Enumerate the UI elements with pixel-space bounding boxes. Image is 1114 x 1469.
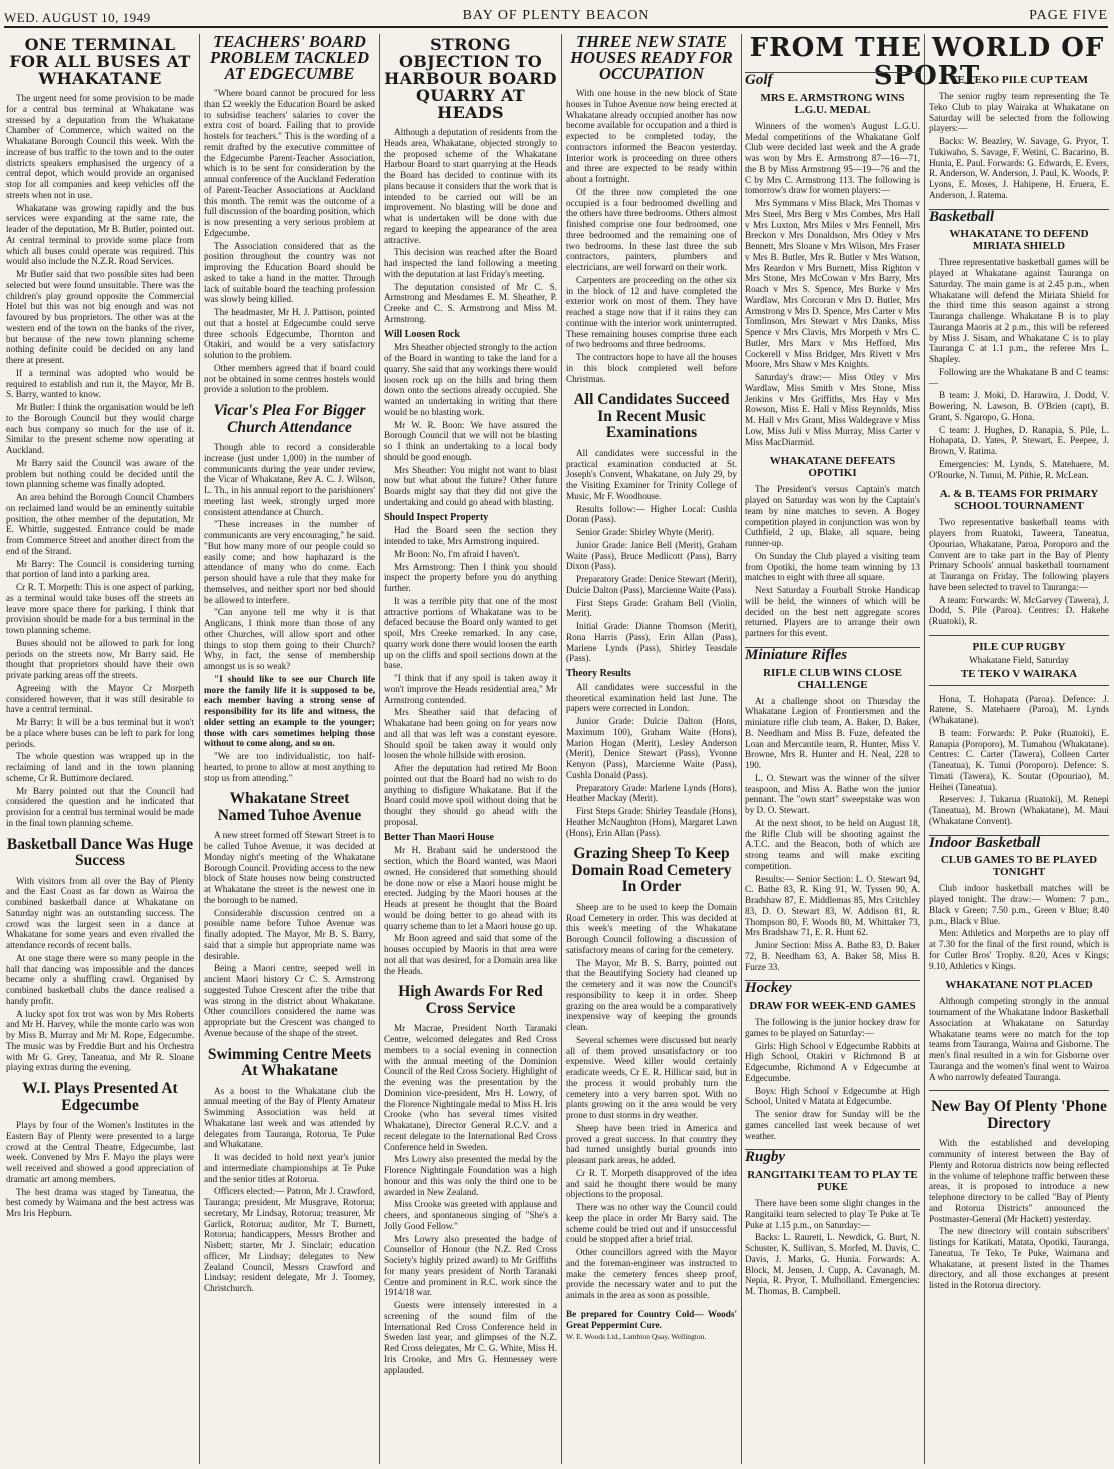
paragraph: All candidates were successful in the theoretical examination held last June. The papers were corrected in London. [566,681,737,714]
column-1 [6,34,194,1464]
paragraph: Mr Macrae, President North Taranaki Centre, welcomed delegates and Red Cross members to a social evening in connection with the annual meeting of the Dominion Council of the Red Cross Society. Highlight of the evening was the presentation by the Dominion vice-president, Mrs H. Lowry, of the Florence Nightingale medal to Miss H. Iris Crooke (who has several times visited Whakatane), Director General R.C.V. and a recent delegate to the International Red Cross Conference held in Sweden. [384,1023,557,1152]
article-rifle-club [745,667,920,973]
paragraph: Other councillors agreed with the Mayor and the foreman-engineer was instructed to make the cemetery fences sheep proof, provide the necessary water and to put the animals in the area as soon as possible. [566,1247,737,1300]
paragraph: B team: Forwards: P. Puke (Ruatoki), E. Ranapia (Poroporo), M. Tumahou (Whakatane). Centres: C. Carter (Tawera), Colleen Carter (Taneatua), K. Tunui (Poroporo). Defence: S. Timati (Tawera), K. Soutar (Opouriao), M. Heihei (Taneatua). [929,727,1109,792]
article-golf-medal [745,92,920,448]
column-4 [566,34,737,1464]
paragraph: The senior draw for Sunday will be the games cancelled last week because of wet weather. [745,1109,920,1141]
headline: RIFLE CLUB WINS CLOSE CHALLENGE [763,666,902,691]
paragraph: Other members agreed that if board could not be obtained in some centres hostels would provide a solution to the problem. [204,362,375,395]
article-body [6,93,194,829]
article-state-houses [566,34,737,384]
paragraph: Cr R. T. Morpeth: This is one aspect of parking, as a terminal would take buses off the streets an leave more space there for parking. I think that provision should be made for a bus terminal in the town planning scheme. [6,582,194,635]
paragraph: Mr Barry pointed out that the Council had considered the question and he indicated that provision for a central bus terminal would be made in the final town planning scheme. [6,785,194,828]
page-number: PAGE FIVE [1029,8,1108,23]
paragraph: Mr H. Brabant said he understood the section, which the Board wanted, was Maori owned. He considered that something should be done now or else a Maori house might be erected. Judging by the Maori houses at the Heads at present he thought that the Board would be doing better to go ahead with its quarry scheme than to let a Maori house go up. [384,845,557,931]
paragraph: It was a terrible pity that one of the most attractive portions of Whakatane was to be defaced because the Board only wanted to get spoil, Mrs Creeke remarked. In any case, quarry work done there would loosen the earth up on the cliffs and spoil sections down at the base. [384,595,557,671]
article-golf-opotiki [745,455,920,639]
column-divider [199,34,200,1464]
venue-line: Whakatane Field, Saturday [969,654,1069,665]
article-music-exams [566,392,737,838]
paragraph: Whakatane was growing rapidly and the bus services were expanding at the same rate, the leader of the deputation, Mr B. Butler, pointed out. At central terminal to provide some place from which all buses could operate was required. This would also include the N.Z.R. Road Services. [6,202,194,267]
article-tournament-continued [929,694,1109,827]
paragraph: Preparatory Grade: Marlene Lynds (Hons), Heather Mackay (Merit). [566,782,737,804]
paragraph: Cr R. T. Morpeth disapproved of the idea and said he thought there would be many objections to the proposal. [566,1167,737,1200]
paragraph: This decision was reached after the Board had inspected the land following a meeting with the deputation at last Friday's meeting. [384,247,557,279]
paragraph: Junior Grade: Janice Bell (Merit), Graham Waite (Pass), Bruce Medlicott (Pass), Barry Dixon (Pass). [566,539,737,572]
paragraph: Mr Butler said that two possible sites had been selected but were found unsuitable. There was the children's play ground opposite the Commercial Hotel but this was not big enough and was not favoured by bus proprietors. The other was at the western end of the town on the banks of the river, but because of the new town planning scheme nothing definite could be decided on any land there at present. [6,269,194,365]
paragraph: If a terminal was adopted who would be required to establish and run it, the Mayor, Mr B. S. Barry, wanted to know. [6,367,194,400]
headline: STRONG OBJECTION TO HARBOUR BOARD QUARRY AT HEADS [384,35,557,122]
paragraph: The following is the junior hockey draw for games to be played on Saturday:— [745,1017,920,1038]
headline: TE TEKO PILE CUP TEAM [950,74,1088,86]
paragraph: Junior Grade: Dulcie Dalton (Hons, Maximum 100), Graham Waite (Hons), Marion Hogan (Merit), Lesley Anderson (Merit), Denice Stewart (Pass), Yvonne Kenyon (Pass), Marcienne Waite (Pass), Cushla Donald (Pass). [566,716,737,780]
article-miriata-shield [929,228,1109,480]
article-body [929,257,1109,480]
article-tuhoe-avenue [204,791,375,1038]
paragraph: Officers elected:— Patron, Mr J. Crawford, Tauranga; president, Mr Musgrave, Rotorua; secretary, Mr Lindsay, Rotorua; treasurer, Mr Garlick, Rotorua; auditor, Mr T. Burnett, Rotorua; handicappers, Messrs Brother and Nisbett; starter, Mr J. Sinclair; education officer, Mr Lindsay; delegates to New Zealand Council, Messrs Crawford and Lindsay; resident delegate, Mr J. Toomey, Christchurch. [204,1186,375,1293]
article-body [929,996,1109,1082]
paragraph: "I think that if any spoil is taken away it won't improve the Heads residential area," Mr Armstrong contended. [384,673,557,705]
article-body [929,91,1109,201]
article-body [929,1138,1109,1291]
subheading: Better Than Maori House [384,831,494,843]
masthead [4,6,1108,28]
paragraph: Considerable discussion centred on a possible name before Tuhoe Avenue was finally adopted. The Mayor, Mr B. S. Barry, said that a simple but appropriate name was desirable. [204,907,375,961]
paragraph: Mr Barry said the Council was aware of the problem but nothing could be decided until the town planning scheme was finally adopted. [6,457,194,490]
article-body [384,525,557,827]
paragraph: There was no other way the Council could keep the place in order Mr Barry said. The scheme could be tried out and if unsuccessful could be stopped after a brief trial. [566,1202,737,1245]
headline: Grazing Sheep To Keep Domain Road Cemetery In Order [571,845,732,896]
paragraph: Emergencies: M. Lynds, S. Matehaere, M. O'Rourke, N. Tunui, M. Pithie, R. McLean. [929,458,1109,480]
article-rangitaiki [745,1169,920,1297]
paragraph: Mrs Sheather: You might not want to blast now but what about the future? Other future Boards might say that they did not give the undertaking and could go ahead with blasting. [384,464,557,507]
paragraph: With the established and developing community of interest between the Bay of Plenty and Rotorua districts now being reflected in the volume of telephone traffic between these areas, it is proposed to introduce a new telephone directory to be called "Bay of Plenty and Rotorua Districts" announced the Postmaster-General (Mr Hackett) yesterday. [929,1138,1109,1224]
headline: Vicar's Plea For Bigger Church Attendance [213,402,366,436]
headline: ONE TERMINAL FOR ALL BUSES AT WHAKATANE [9,35,191,88]
paragraph: First Steps Grade: Shirley Teasdale (Hons), Heather McNaughton (Hons), Margaret Lawn (Hons), Erin Allan (Pass). [566,806,737,838]
article-body [929,517,1109,627]
paragraph: A new street formed off Stewart Street is to be called Tuhoe Avenue, it was decided at Monday night's meeting of the Whakatane Borough Council. Providing access to the new block of State houses now being constructed at Whakatane the street is the newest one in the borough to be named. [204,830,375,905]
column-5 [745,68,920,1464]
headline: CLUB GAMES TO BE PLAYED TONIGHT [940,854,1098,879]
advert-small-print: W. E. Woods Ltd., Lambton Quay, Wellington. [566,1332,707,1342]
box-pile-cup [929,635,1109,686]
article-body [384,1023,557,1375]
paragraph: Initial Grade: Dianne Thomson (Merit), Rona Harris (Pass), Erin Allan (Pass), Marlene Lynds (Pass), Shirley Teasdale (Pass). [566,621,737,664]
article-body [745,696,920,973]
paragraph: There have been some slight changes in the Rangitaiki team selected to play Te Puke at Te Puke at 1.15 p.m., on Saturday:— [745,1198,920,1230]
paragraph: Following are the Whakatane B and C teams:— [929,366,1109,388]
section-head-golf: Golf [745,72,920,86]
headline: All Candidates Succeed In Recent Music Examinations [573,391,730,442]
paragraph: Mr Butler: I think the organisation would be left to the Borough Council but they would charge each bus company so much for the use of it. Similar to the present scheme now operating at Auckland. [6,402,194,455]
paragraph: The best drama was staged by Taneatua, the best comedy by Waimana and the best actress was Mrs Iris Hepburn. [6,1186,194,1218]
paragraph: Guests were intensely interested in a screening of the sound film of the International Red Cross Conference held in Sweden last year, and glimpses of the N.Z. Red Cross delegates, Mr C. G. White, Miss H. Iris Crooke, and Mrs G. Hennessey were applauded. [384,1300,557,1375]
article-body [929,694,1109,827]
paragraph: At the next shoot, to be held on August 18, the Rifle Club will be shooting against the A.T.C. and the Beacon, both of which are strong teams and will make exciting competition. [745,817,920,871]
section-head-indoor-basketball: Indoor Basketball [929,835,1109,849]
bold-quote: "I should like to see our Church life more the family life it is supposed to be, each member having a strong sense of responsibility for its life and witness, the older setting an example to the younger; those with cars sometimes helping those without to come along, and so on. [204,673,375,749]
paragraph: Although competing strongly in the annual tournament of the Whakatane Indoor Basketball Association at Whakatane on Saturday Whakatane teams were no match for the top teams from Tauranga, Wairoa and Gisborne. The men's final resulted in a win for Gisborne over Tauranga and the women's final went to Wairoa A who narrowly defeated Tauranga. [929,996,1109,1082]
sport-section-title: FROM THE WORLD OF SPORT [749,33,1105,91]
article-body [204,442,375,672]
paragraph: The headmaster, Mr H. J. Pattison, pointed out that a hostel at Edgecumbe could serve three schools Edgecumbe, Thornton and Otakiri, and would be a very satisfactory solution to the problem. [204,307,375,360]
paragraph: Mrs Symmans v Miss Black, Mrs Thomas v Mrs Steel, Mrs Berg v Mrs Combes, Mrs Hall v Mrs Luxton, Mrs Miles v Mrs Fennell, Mrs Breckon v Mrs Donaldson, Mrs Otley v Mrs Bennett, Mrs Sloane v Mrs Wilson, Mrs Fraser v Mrs B. Butler, Mrs R. Butler v Mrs Watson, Mrs Reardon v Mrs Burnett, Miss Righton v Mrs Stone, Mrs McCowan v Mrs Barry, Mrs Roach v Mrs S. Spence, Mrs Burke v Mrs Wardlaw, Mrs Corcoran v Mrs D. Butler, Mrs Armstrong v Mrs D. Spence, Mrs Carter v Mrs Tomlinson, Mrs Stewart v Mrs Danks, Miss Spence v Mrs Clavis, Mrs Morpeth v Mrs C. Butler, Mrs Marx v Mrs Hefford, Mrs Cockerell v Miss Bridger, Mrs Rivett v Mrs Moore, Mrs Shaw v Mrs Knights. [745,198,920,370]
paragraph: Three representative basketball games will be played at Whakatane against Tauranga on Saturday. The main game is at 2.45 p.m., when Whakatane will defend the Miriata Shield for the third time this season against a strong Tauranga challenge. Whakatane B is to play Tauranga Maoris at 2 p.m., this will be refereed by Miss J. Sisam, and Whakatane C is to play Tauranga C at 1.1 p.m., the referee Mrs L. Shapley. [929,257,1109,364]
divider [929,1090,1109,1091]
paragraph: Results follow:— Higher Local: Cushla Doran (Pass). [566,503,737,525]
paragraph: The Mayor, Mr B. S. Barry, pointed out that the Beautifying Society had cleaned up the cemetery and it was now the Council's responsibility to keep it in order. Sheep grazing on the area would be a comparatively inexpensive way of keeping the grounds clean. [566,957,737,1032]
advertisement [566,1309,737,1343]
article-red-cross [384,984,557,1375]
paragraph: Junior Section: Miss A. Bathe 83, D. Baker 72, B. Needham 63, A. Baker 58, Miss B. Furze 33. [745,940,920,972]
section-head-rugby: Rugby [745,1149,920,1163]
paragraph: Backs: L. Raureti, L. Newdick, G. Burt, N. Schuster, K. Sullivan, S. Morfed, M. Davis, C. Davis, J. Marks, G. Hunia. Forwards: A. Block, M. Jensen, J. Cupp, A. Cavanagh, M. Nepia, R. Pryor, T. Mulholland. Emergencies: M. Thomas, B. Campbell. [745,1232,920,1296]
paragraph: Sheep have been tried in America and proved a great success. In that country they had turned unsightly burial grounds into pleasant park areas, he added. [566,1122,737,1165]
headline: A. & B. TEAMS FOR PRIMARY SCHOOL TOURNAMENT [939,488,1099,513]
headline: PILE CUP RUGBY [972,640,1066,653]
paragraph: Mr Boon agreed and said that some of the houses occupied by Maoris in that area were not all that was desired, for a Domain area like the Heads. [384,933,557,976]
paragraph: Mr Boon: No, I'm afraid I haven't. [394,548,520,559]
paragraph: The Association considered that as the position throughout the country was not improving the Education Board should be asked to take a hand in the matter. Through lack of suitable board the teaching profession was slowly being killed. [204,240,375,305]
paragraph: Mr W. R. Boon: We have assured the Borough Council that we will not be blasting so I think an undertaking to a local body should be good enough. [384,419,557,462]
paragraph: Men: Athletics and Morpeths are to play off at 7.30 for the final of the first round, which is for Cutler Bros' Trophy. 8.20, Aces v Kings; 9.10, Athletics v Kings. [929,928,1109,971]
section-head-rifles: Miniature Rifles [745,647,920,661]
paragraph: A team: Forwards: W. McGarvey (Tawera), J. Dodd, S. Pile (Paroa). Centres: D. Hakehe (Ruatoki), R. [929,594,1109,626]
article-body [384,845,557,976]
paragraph: "We are too individualistic, too half-hearted, to prone to allow at most anything to stop us from attending." [204,751,375,783]
paragraph: Boys: High School v Edgecumbe at High School, United v Matata at Edgecumbe. [745,1085,920,1107]
headline: MRS E. ARMSTRONG WINS L.G.U. MEDAL [760,91,905,116]
article-body [745,1198,920,1297]
paragraph: Backs: W. Beazley, W. Savage, G. Pryor, T. Tukiwaho, S. Savage, F. Wetini, C. Bacarino, B. Hunia, E. Paul. Forwards: G. Edwards, E. Evers, R. Anderson, W. Anderson, J. Paul, K. Woods, P. Lyons, E. Moses, J. Hahipene, H. Eruera, E. Anderson, J. Ratema. [929,136,1109,200]
paragraph: The contractors hope to have all the houses in this block completed well before Christmas. [566,352,737,384]
advert-text: Be prepared for Country Cold— Woods' Great Peppermint Cure. [566,1308,737,1330]
headline: Basketball Dance Was Huge Success [6,835,194,869]
paragraph: Of the three now completed the one occupied is a four bedroomed dwelling and the others have three bedrooms. Others almost finished comprise one four bedroomed, one three bedroomed and the remaining one of two bedrooms. In these last three the sub contractors, painters, plumbers and electricians, are well forward on their work. [566,186,737,272]
paragraph: Several schemes were discussed but nearly all of them proved unsatisfactory or too expensive. Weed killer would certainly eradicate weeds, Cr E. R. Hillicar said, but in the process it would probably turn the cemetery into a very barren spot. With no plants growing on it the area would be very prone to dust storms in dry weather. [566,1034,737,1120]
paragraph: The urgent need for some provision to be made for a central bus terminal at Whakatane was stressed by a deputation from the Whakatane Chamber of Commerce, which waited on the Whakatane Borough Council this week. With the increase of bus traffic to the town and to the outer districts speakers emphasised the urgency of a central depot, which would provide an organised stop for all companies and keep vehicles off the streets when not in use. [6,93,194,200]
paragraph: "Where board cannot be procured for less than £2 weekly the Education Board be asked to subsidise teachers' salaries to cover the extra cost of board. Failing that to provide hostels for teachers." This is the wording of a remit drafted by the executive committee of the Edgecumbe Parent-Teacher Association, which is to be sent for consideration by the annual conference of the Auckland Federation of Parent-Teacher Associations at Auckland this month. The remit was the outcome of a full discussion of the boarding position, which is now presenting a very serious problem at Edgecumbe. [204,88,375,238]
paragraph: An area behind the Borough Council Chambers on reclaimed land would be an eminently suitable position, the other member of the deputation, Mr E. Whittle, suggested. Entrance could be made from Commerce Street and another direct from the end of the Strand. [6,492,194,556]
paragraph: Hona, T. Hohapata (Paroa). Defence: J. Ratene, S. Matehaere (Paroa), M. Lynds (Whakatane). [929,693,1109,725]
article-not-placed [929,979,1109,1082]
paragraph: Had the Board seen the section they intended to take, Mrs Armstrong inquired. [384,525,557,546]
paragraph: The President's versus Captain's match played on Saturday was won by the Captain's team by nine matches to seven. A Bogey competition played in conjunction was won by Cuthfield, 2 up, Blake, all square, being runner-up. [745,484,920,548]
section-head-basketball: Basketball [929,209,1109,223]
article-body [745,121,920,448]
article-body [745,1017,920,1141]
paragraph: Miss Crooke was greeted with applause and cheers, and spontaneous singing of "She's a Jolly Good Fellow." [384,1199,557,1231]
paragraph: Results:— Senior Section: L. O. Stewart 94, C. Bathe 83, R. King 91, W. Tyssen 90, A. Bradshaw 87, E. Middlemas 85, Mrs Critchley 83, D. O. Stewart 83, W. Addison 81, R. Thompson 80, F. Woods 80, M. Whittaker 73, Mrs Bradshaw 71, E. R. Hunt 62. [745,873,920,938]
article-primary-tournament [929,488,1109,627]
article-bus-terminal [6,36,194,829]
article-te-teko-team [929,74,1109,201]
paragraph: The deputation consisted of Mr C. S. Armstrong and Mesdames E. M. Sheather, P. Creeke and C. S. Armstrong and Miss M. Armstrong. [384,281,557,324]
paragraph: "These increases in the number of communicants are very encouraging," he said. "But how many more of our people could so easily come; and how haphazard is the attendance of many who do come. Each person should have a rule that they make for themselves, and neither sport nor bed should be allowed to interfere. [204,519,375,605]
issue-date: WED. AUGUST 10, 1949 [4,10,151,25]
article-phone-directory [929,1099,1109,1291]
column-divider [379,34,380,1464]
paragraph: Although a deputation of residents from the Heads area, Whakatane, objected strongly to the proposed scheme of the Whakatane Harbour Board to start quarrying at the Heads the Board has decided to continue with its plans because it considers that the work that is intended to be carried out will be an improvement. No blasting will be done and what is undertaken will be done with due regard to keeping the appearance of the area attractive. [384,127,557,245]
paragraph: C team: J. Hughes, D. Ranapia, S. Pile, L. Hohapata, D. Yates, P. Stewart, E. Peepee, J. Brown, V. Ratima. [929,424,1109,456]
paragraph: It was decided to hold next year's junior and intermediate championships at Te Puke and the senior titles at Rotorua. [204,1152,375,1184]
paragraph: Winners of the women's August L.G.U. Medal competitions of the Whakatane Golf Club were decided last week and the A grade was won by Mrs E. Armstrong 87—16—71, the B by Miss Armstrong 95—19—76 and the C by Mrs C. Armstrong 113. The following is tomorrow's draw for women players:— [745,120,920,196]
paragraph: L. O. Stewart was the winner of the silver teaspoon, and Miss A. Bathe won the junior pennant. The "own start" sweepstake was won by D. O. Stewart. [745,772,920,815]
headline: WHAKATANE NOT PLACED [945,979,1093,992]
column-divider [741,34,742,1464]
paragraph: First Steps Grade: Graham Bell (Violin, Merit). [566,597,737,619]
column-divider [924,34,925,1464]
headline: WHAKATANE TO DEFEND MIRIATA SHIELD [949,228,1089,253]
subheading: Theory Results [566,668,631,679]
paragraph: Senior Grade: Shirley Whyte (Merit). [576,527,714,537]
paragraph: Being a Maori centre, seeped well in ancient Maori history Cr C. S. Armstrong suggested Tuhoe Crescent after the tribe that was strong in the district about Whakatane. Other councillors considered the name was appropriate but the Crescent was changed to Avenue because of the shape of the street. [204,963,375,1038]
paragraph: Carpenters are proceeding on the other six in the block of 12 and have completed the exterior work on most of them. They have reached a stage now that if it rains they can continue with the interior work uninterrupted. These remaining houses comprise three each of two bedrooms and three bedrooms. [566,274,737,350]
headline: THREE NEW STATE HOUSES READY FOR OCCUPATION [570,32,733,83]
paragraph: After the deputation had retired Mr Boon pointed out that the Board had no wish to do anything to disfigure Whakatane. But if the Board could move spoil without doing that he thought they should go ahead with the proposal. [384,763,557,827]
article-grazing-sheep [566,846,737,1301]
article-body [745,484,920,639]
column-6 [929,68,1109,1464]
headline: Swimming Centre Meets At Whakatane [207,1045,372,1079]
article-body [929,883,1109,971]
article-body [566,902,737,1301]
headline: New Bay Of Plenty 'Phone Directory [931,1098,1107,1132]
headline: RANGITAIKI TEAM TO PLAY TE PUKE [747,1169,918,1193]
article-body [566,682,737,839]
article-body [384,342,557,507]
article-swimming-centre [204,1047,375,1294]
paragraph: Mrs Armstrong: Then I think you should inspect the property before you do anything further. [384,561,557,593]
paragraph: Buses should not be allowed to park for long periods on the streets now, Mr Barry said. He thought that proprietors should have their own private parking areas off the streets. [6,637,194,680]
column-2 [204,34,375,1464]
match-line: TE TEKO V WAIRAKA [960,667,1078,680]
article-hockey-draw [745,1000,920,1141]
article-body [566,88,737,384]
paragraph: Mr Barry: The Council is considering turning that portion of land into a parking area. [6,558,194,580]
paragraph: "Can anyone tell me why it is that Anglicans, I think more than those of any other Churches, will allow sport and other things to stop them going to their Church? Why, in fact, the sense of membership amongst us is so weak? [204,607,375,671]
paragraph: Though able to record a considerable increase (just under 1,000) in the number of communicants during the year under review, the Vicar of Whakatane, Rev A. C. J. Wilson, L. Th., in his annual report to the parishioners' meeting last week, strongly urged more consistent attendance at Church. [204,442,375,517]
paragraph: Two representative basketball teams with players from Ruatoki, Taweera, Taneatua, Opouriao, Whakatane, Paroa, Poroporo and the Convent are to take part in the Bay of Plenty Primary Schools' annual basketball tournament at Tauranga on Friday. The following players have been selected to travel to Tauranga:— [929,517,1109,592]
article-teachers-board [204,34,375,395]
paragraph: Mr Barry: It will be a bus terminal but it won't be a place where buses can be left to park for long periods. [6,717,194,749]
article-body [6,876,194,1074]
article-vicars-plea [204,403,375,783]
article-body [204,830,375,1038]
paragraph: B team: J. Moki, D. Harawira, J. Dodd, V. Bowering, N. Lawson, B. O'Brien (capt), B. Grant, S. Ngaropo, G. Hona. [929,390,1109,422]
paragraph: Reserves: J. Tukarua (Ruatoki), M. Renepi (Taneatua), M. Brown (Whakatane), M. Maui (Whakatane Convent). [929,794,1109,826]
column-divider [561,34,562,1464]
paragraph: Preparatory Grade: Denice Stewart (Merit), Dulcie Dalton (Pass), Marcienne Waite (Pass). [566,574,737,595]
headline: High Awards For Red Cross Service [398,983,543,1017]
paragraph: Mrs Lowry also presented the badge of Counsellor of Honour (the N.Z. Red Cross Society's highly prized award) to Mr Griffiths for many years president of North Taranaki Centre and prominent in R.C. work since the 1914/18 war. [384,1233,557,1298]
masthead-rule [4,26,1108,28]
article-body [204,1086,375,1294]
paragraph: As a boost to the Whakatane club the annual meeting of the Bay of Plenty Amateur Swimming Association was held at Whakatane last week and was attended by delegates from Tauranga, Rotorua, Te Puke and Whakatane. [204,1085,375,1150]
paragraph: Mrs Sheather objected strongly to the action of the Board in wanting to take the land for a quarry. She said that any workings there would loosen rock up on the hills and bring them down onto the sections already occupied. She wanted an undertaking in writing that there would be no blasting work. [384,342,557,417]
paragraph: Mrs Lowry also presented the medal by the Florence Nightingale Foundation was a high honour and this was only the third one to be awarded in New Zealand. [384,1154,557,1197]
headline: WHAKATANE DEFEATS OPOTIKI [769,455,896,480]
paragraph: With visitors from all over the Bay of Plenty and the East Coast as far down as Wairoa the combined basketball dance at Whakatane on Saturday night was an outstanding success. The crowd was the largest seen in a dance at Whakatane for some years and even rivalled the attendance records of recent balls. [6,875,194,950]
paragraph: Saturday's draw:— Miss Otley v Mrs Wardlaw, Miss Smith v Mrs Stone, Miss Jenkins v Mrs Griffiths, Mrs Hay v Mrs Rowson, Miss E. Hall v Miss Reynolds, Miss M. Hall v Mrs Grant, Miss Waldegrave v Miss Low, Miss Juli v Miss Murray, Miss Carter v Miss MacDiarmid. [745,372,920,447]
paragraph: The new directory will contain subscribers' listings for Katikati, Matata, Opotiki, Tauranga, Taneatua, Te Teko, Te Puke, Waimana and Whakatane, at present listed in the Thames directory, and all those exchanges at present listed in the Rotorua directory. [929,1226,1109,1290]
paragraph: At a challenge shoot on Thursday the Whakatane Legion of Frontiersmen and the miniature rifle club team, A. Baker, D. Baker, B. Needham and Miss B. Fuze, defeated the Loan and Mercantile team, R. Hunter, Miss V. Browne, Mrs R. Hunter and H. Neal, 228 to 190. [745,695,920,770]
paragraph: Sheep are to be used to keep the Domain Road Cemetery in order. This was decided at this week's meeting of the Whakatane Borough Council following a discussion of satisfactory means of caring for the cemetery. [566,901,737,955]
paragraph: A lucky spot fox trot was won by Mrs Roberts and Mr H. Harvey, while the monte carlo was won by Miss B. Murray and Mr M. Rope, Edgecumbe. The music was by Freddie Burt and his Orchestra with Mr G. Grey, Taneatua, and Mr R. Sloane playing extras during the evening. [6,1008,194,1073]
paragraph: With one house in the new block of State houses in Tuhoe Avenue now being erected at Whakatane already occupied another has now become available for occupation and a third is expected to be completed today, the contractors informed the Beacon yesterday. Interior work is proceeding on three others and three are expected to be ready within about a fortnight. [566,88,737,184]
newspaper-name: BAY OF PLENTY BEACON [462,8,650,23]
paragraph: Plays by four of the Women's Institutes in the Eastern Bay of Plenty were presented to a large crowd at the Central Theatre, Edgecumbe, last week. Convened by Mrs F. Mayo the plays were well received and showed a good appreciation of dramatic art among members. [6,1120,194,1184]
paragraph: Agreeing with the Mayor Cr Morpeth considered however, that it was still desirable to have a central terminal. [6,682,194,715]
paragraph: Next Saturday a Fourball Stroke Handicap will be held, the winners of which will be decided on the best nett aggregate scores returned. Players are to arrange their own partners for this event. [745,585,920,638]
article-body [204,88,375,395]
paragraph: The whole question was wrapped up in the reclaiming of land and in the town planning scheme, Cr R. Buttimore declared. [6,751,194,783]
article-club-games [929,854,1109,971]
paragraph: Club indoor basketball matches will be played tonight. The draw:— Women: 7 p.m., Black v Green; 7.50 p.m., Green v Blue; 8.40 p.m., Black v Blue. [929,883,1109,926]
paragraph: The senior rugby team representing the Te Teko Club to play Wairaka at Whakatane on Saturday will be selected from the following players:— [929,91,1109,134]
paragraph: On Sunday the Club played a visiting team from Opotiki, the home team winning by 13 matches to eight with three all square. [745,550,920,583]
paragraph: All candidates were successful in the practical examination conducted at St. Joseph's Convent, Whakatane, on July 29, by the Visiting Examiner for Trinity College of Music, Mr F. Woodhouse. [566,447,737,501]
column-3 [384,34,557,1464]
headline: TEACHERS' BOARD PROBLEM TACKLED AT EDGECUMBE [209,32,370,83]
article-body [566,448,737,664]
subheading: Should Inspect Property [384,511,489,523]
section-head-hockey: Hockey [745,980,920,994]
headline: DRAW FOR WEEK-END GAMES [749,1000,916,1012]
article-wi-plays [6,1081,194,1219]
paragraph: Mrs Sheather said that defacing of Whakatane had been going on for years now and all that was left was a constant eyesore. Should spoil be taken away it would only loosen the whole hillside with erosion. [384,707,557,761]
paragraph: At one stage there were so many people in the hall that dancing was impossible and the dances became only a shuffling crawl. Organised by combined basketball clubs the dance realised a handy profit. [6,952,194,1006]
article-body [384,127,557,325]
subheading: Will Loosen Rock [384,328,460,340]
article-basketball-dance [6,837,194,1074]
headline: W.I. Plays Presented At Edgecumbe [22,1080,178,1114]
headline: Whakatane Street Named Tuhoe Avenue [217,790,362,824]
article-harbour-quarry [384,36,557,976]
paragraph: Girls: High School v Edgecumbe Rabbits at High School, Otakiri v Richmond B at Edgecumbe, Richmond A v Edgecumbe at Edgecumbe. [745,1040,920,1083]
article-body [6,1120,194,1219]
